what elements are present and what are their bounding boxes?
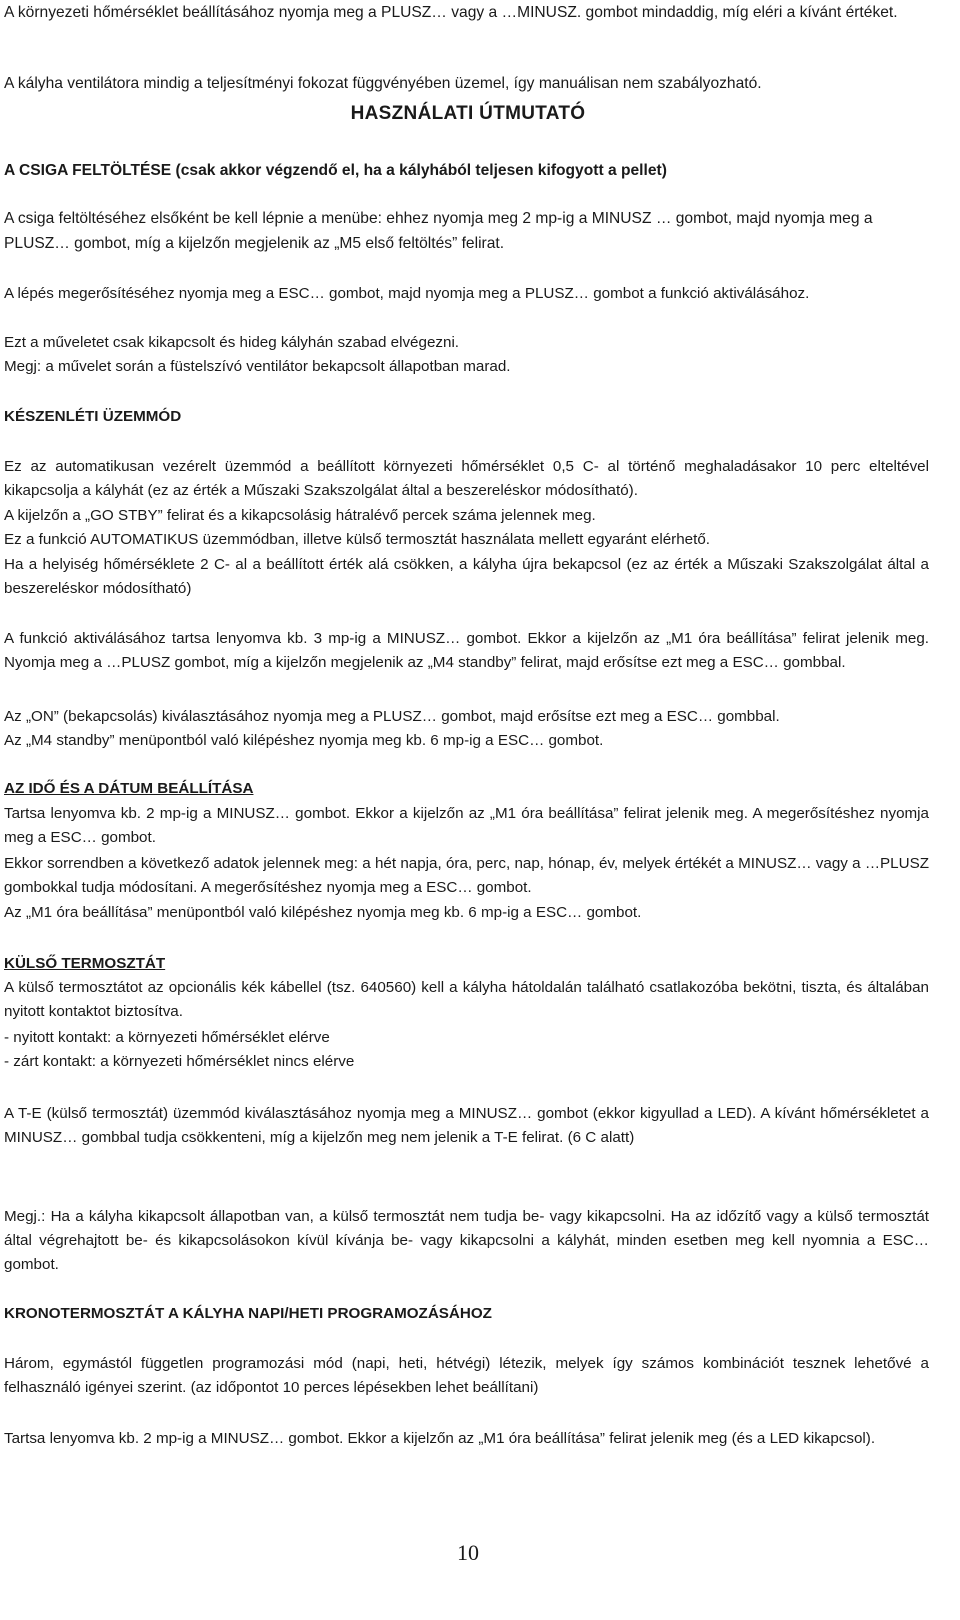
ido-datum-heading: AZ IDŐ ÉS A DÁTUM BEÁLLÍTÁSA [4,780,254,797]
csiga-heading: A CSIGA FELTÖLTÉSE (csak akkor végzendő el, ha a kályhából teljesen kifogyott a pellet) [4,162,667,179]
csiga-paragraph-1: A csiga feltöltéséhez elsőként be kell lépnie a menübe: ehhez nyomja meg 2 mp-ig a MINUSZ … gombot, majd nyomja meg a PLUSZ… gombot, míg a kijelzőn megjelenik az „M5 első feltöltés” felirat. [4,210,873,252]
csiga-paragraph-4: Megj: a művelet során a füstelszívó ventilátor bekapcsolt állapotban marad. [4,358,511,375]
page-number: 10 [457,1540,479,1565]
krono-paragraph-2: Tartsa lenyomva kb. 2 mp-ig a MINUSZ… gombot. Ekkor a kijelzőn az „M1 óra beállítása” felirat jelenik meg (és a LED kikapcsol). [4,1430,876,1447]
intro-line-1: A környezeti hőmérséklet beállításához nyomja meg a PLUSZ… vagy a …MINUSZ. gombot mindaddig, míg eléri a kívánt értéket. [4,4,898,21]
kulso-list-item-2: - zárt kontakt: a környezeti hőmérséklet nincs elérve [4,1053,355,1070]
page-title: HASZNÁLATI ÚTMUTATÓ [350,103,586,124]
ido-datum-paragraph-1: Tartsa lenyomva kb. 2 mp-ig a MINUSZ… gombot. Ekkor a kijelzőn az „M1 óra beállítása” felirat jelenik meg. A megerősítéshez nyomja meg a ESC… gombot. [4,805,929,847]
csiga-paragraph-2: A lépés megerősítéséhez nyomja meg a ESC… gombot, majd nyomja meg a PLUSZ… gombot a funkció aktiválásához. [4,285,810,302]
kulso-paragraph-3: Megj.: Ha a kályha kikapcsolt állapotban van, a külső termosztát nem tudja be- vagy kikapcsolni. Ha az időzítő vagy a külső termosztát által végrehajtott be- és kikapcsolásokon kívül kívánja be- vagy kikapcsolni a kályhát, minden esetben meg kell nyomnia a ESC… gombot. [4,1208,929,1274]
keszenleti-paragraph-4: Ha a helyiség hőmérséklete 2 C- al a beállított érték alá csökken, a kályha újra bekapcsol (ez az érték a Műszaki Szakszolgálat által a beszereléskor módosítható) [4,556,929,598]
keszenleti-paragraph-7: Az „M4 standby” menüpontból való kilépéshez nyomja meg kb. 6 mp-ig a ESC… gombot. [4,732,604,749]
ido-datum-paragraph-2: Ekkor sorrendben a következő adatok jelennek meg: a hét napja, óra, perc, nap, hónap, év, melyek értékét a MINUSZ… vagy a …PLUSZ gombokkal tudja módosítani. A megerősítéshez nyomja meg a ESC… gombot. [4,855,929,897]
ido-datum-paragraph-3: Az „M1 óra beállítása” menüpontból való kilépéshez nyomja meg kb. 6 mp-ig a ESC… gombot. [4,904,642,921]
keszenleti-paragraph-1: Ez az automatikusan vezérelt üzemmód a beállított környezeti hőmérséklet 0,5 C- al történő meghaladásakor 10 perc elteltével kikapcsolja a kályhát (ez az érték a Műszaki Szakszolgálat által a beszereléskor módosítható). [4,458,929,500]
kulso-heading: KÜLSŐ TERMOSZTÁT [4,955,166,972]
kulso-paragraph-1: A külső termosztátot az opcionális kék kábellel (tsz. 640560) kell a kályha hátoldalán található csatlakozóba bekötni, tiszta, és általában nyitott kontaktot biztosítva. [4,979,929,1021]
keszenleti-paragraph-2: A kijelzőn a „GO STBY” felirat és a kikapcsolásig hátralévő percek száma jelennek meg. [4,507,596,524]
csiga-paragraph-3: Ezt a műveletet csak kikapcsolt és hideg kályhán szabad elvégezni. [4,334,460,351]
keszenleti-paragraph-6: Az „ON” (bekapcsolás) kiválasztásához nyomja meg a PLUSZ… gombot, majd erősítse ezt meg a ESC… gombbal. [4,708,780,725]
keszenleti-heading: KÉSZENLÉTI ÜZEMMÓD [4,408,182,425]
keszenleti-paragraph-3: Ez a funkció AUTOMATIKUS üzemmódban, illetve külső termosztát használata mellett egyaránt elérhető. [4,531,710,548]
krono-heading: KRONOTERMOSZTÁT A KÁLYHA NAPI/HETI PROGRAMOZÁSÁHOZ [4,1305,492,1322]
krono-paragraph-1: Három, egymástól független programozási mód (napi, heti, hétvégi) létezik, melyek így számos kombinációt tesznek lehetővé a felhasználó igényei szerint. (az időpontot 10 perces lépésekben lehet beállítani) [4,1355,929,1397]
keszenleti-paragraph-5: A funkció aktiválásához tartsa lenyomva kb. 3 mp-ig a MINUSZ… gombot. Ekkor a kijelzőn az „M1 óra beállítása” felirat jelenik meg. Nyomja meg a …PLUSZ gombot, míg a kijelzőn megjelenik az „M4 standby” felirat, majd erősítse ezt meg a ESC… gombbal. [4,630,929,672]
kulso-paragraph-2: A T-E (külső termosztát) üzemmód kiválasztásához nyomja meg a MINUSZ… gombot (ekkor kigyullad a LED). A kívánt hőmérsékletet a MINUSZ… gombbal tudja csökkenteni, míg a kijelzőn meg nem jelenik a T-E felirat. (6 C alatt) [4,1105,929,1147]
intro-line-2: A kályha ventilátora mindig a teljesítményi fokozat függvényében üzemel, így manuálisan nem szabályozható. [4,75,762,92]
kulso-list-item-1: - nyitott kontakt: a környezeti hőmérséklet elérve [4,1029,330,1046]
